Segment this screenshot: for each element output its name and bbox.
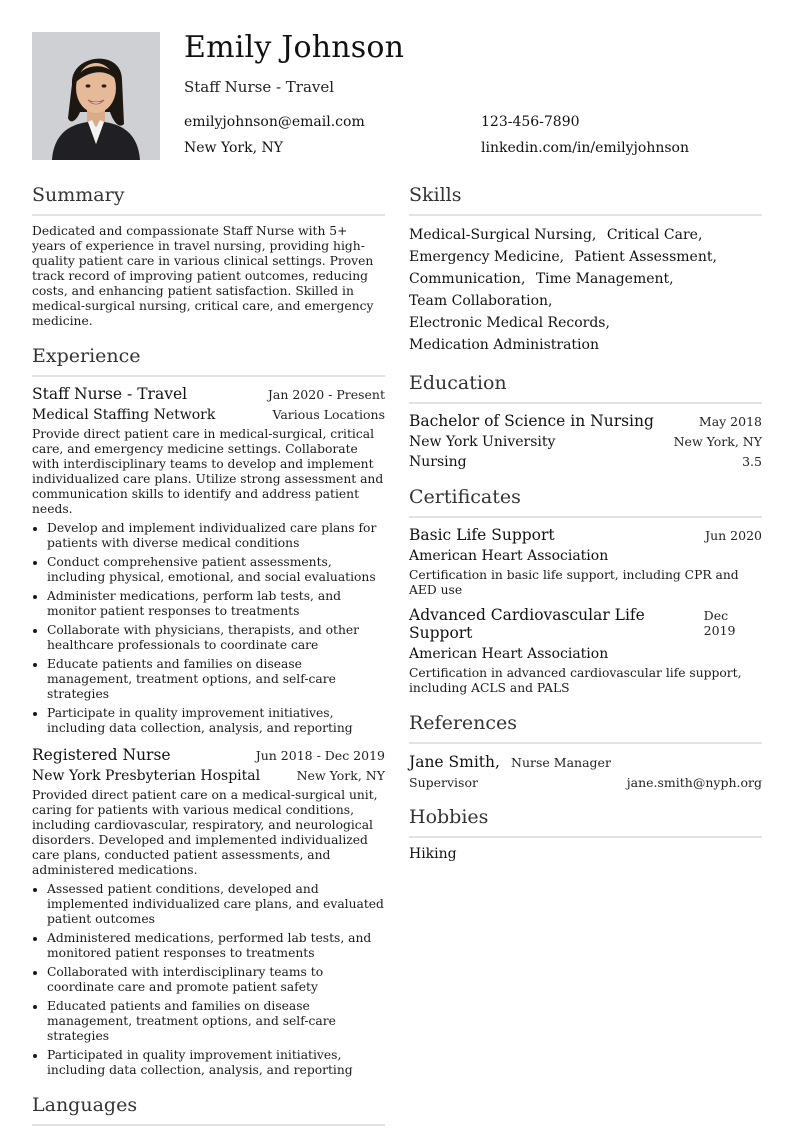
certificate-date: Jun 2020 (705, 528, 762, 543)
education-location: New York, NY (673, 434, 762, 449)
certificate-name: Advanced Cardiovascular Life Support (409, 606, 645, 642)
job-description: Provided direct patient care on a medical-surgical unit, caring for patients with various medical conditions, including cardiovascular, respiratory, and neurological disorders. Developed and implemented individualized care plans, conducted patient assessments, and administered medications. (32, 788, 378, 877)
certificate-date: Dec 2019 (703, 608, 736, 638)
contact-phone[interactable]: 123-456-7890 (481, 114, 580, 130)
list-item: • Administered medications, performed lab tests, and monitored patient responses to treatments (47, 931, 385, 961)
education-school: New York University (409, 434, 556, 450)
list-item: • Participate in quality improvement initiatives, including data collection, analysis, and reporting (47, 706, 385, 736)
job-bullets (32, 521, 385, 736)
list-item: • Administer medications, perform lab tests, and monitor patient responses to treatments (47, 589, 385, 619)
list-item: • Collaborate with physicians, therapists, and other healthcare professionals to coordinate care (47, 623, 385, 653)
job-bullets (32, 882, 385, 1078)
certificates-section (409, 484, 762, 696)
certificate-org: American Heart Association (409, 548, 609, 564)
skill-item: Critical Care, (606, 227, 703, 243)
list-item: • Assessed patient conditions, developed and implemented individualized care plans, and evaluated patient outcomes (47, 882, 385, 927)
job-dates: Jan 2020 - Present (267, 387, 385, 402)
list-item: • Educated patients and families on disease management, treatment options, and self-care strategies (47, 999, 385, 1044)
job-organization: New York Presbyterian Hospital (32, 768, 261, 784)
left-column (32, 182, 385, 1140)
hobby-item: Hiking (409, 846, 457, 862)
list-item: • Educate patients and families on disease management, treatment options, and self-care strategies (47, 657, 385, 702)
experience-section (32, 343, 385, 1078)
profile-photo (32, 32, 160, 160)
certificate-name: Basic Life Support (409, 526, 555, 544)
section-heading: Education (409, 370, 762, 404)
job-entry (32, 385, 385, 736)
education-section (409, 370, 762, 470)
contact-email[interactable]: emilyjohnson@email.com (184, 114, 365, 130)
skill-item: Emergency Medicine, (409, 249, 565, 265)
candidate-title: Staff Nurse - Travel (184, 78, 335, 96)
skill-item: Communication, (409, 271, 526, 287)
languages-section (32, 1092, 385, 1126)
education-date: May 2018 (698, 414, 762, 429)
section-heading: Languages (32, 1092, 385, 1126)
certificate-entry (409, 526, 762, 598)
skill-item: Patient Assessment, (574, 249, 717, 265)
certificate-description: Certification in advanced cardiovascular life support, including ACLS and PALS (409, 666, 742, 695)
section-heading: Skills (409, 182, 762, 216)
job-title: Registered Nurse (32, 746, 171, 764)
education-field: Nursing (409, 454, 467, 470)
section-heading: References (409, 710, 762, 744)
skill-item: Team Collaboration, (409, 293, 553, 309)
job-description: Provide direct patient care in medical-surgical, critical care, and emergency medicine settings. Collaborate with interdisciplinary teams to develop and implement individualized care plans. Utilize strong assessment and communication skills to identify and address patient needs. (32, 427, 384, 516)
list-item: • Develop and implement individualized care plans for patients with diverse medical conditions (47, 521, 385, 551)
list-item: • Collaborated with interdisciplinary teams to coordinate care and promote patient safety (47, 965, 385, 995)
section-heading: Experience (32, 343, 385, 377)
job-entry (32, 746, 385, 1078)
contact-location: New York, NY (184, 140, 283, 156)
references-section (409, 710, 762, 790)
skill-item: Electronic Medical Records, (409, 315, 610, 331)
skill-item: Medical-Surgical Nursing, (409, 227, 597, 243)
reference-email[interactable]: jane.smith@nyph.org (626, 775, 762, 790)
reference-relation: Supervisor (409, 775, 478, 790)
job-dates: Jun 2018 - Dec 2019 (255, 748, 385, 763)
job-location: New York, NY (296, 768, 385, 783)
job-organization: Medical Staffing Network (32, 407, 216, 423)
contact-linkedin[interactable]: linkedin.com/in/emilyjohnson (481, 140, 689, 156)
skills-section (409, 182, 762, 356)
summary-section (32, 182, 385, 329)
reference-position: Nurse Manager (511, 755, 611, 770)
list-item: • Conduct comprehensive patient assessments, including physical, emotional, and social evaluations (47, 555, 385, 585)
reference-name: Jane Smith, (409, 753, 500, 771)
right-column (409, 182, 762, 876)
section-heading: Hobbies (409, 804, 762, 838)
certificate-entry (409, 606, 762, 696)
hobbies-section (409, 804, 762, 862)
education-gpa: 3.5 (742, 454, 762, 469)
education-degree: Bachelor of Science in Nursing (409, 412, 654, 430)
skills-list (409, 224, 762, 356)
candidate-name: Emily Johnson (184, 30, 405, 65)
job-title: Staff Nurse - Travel (32, 385, 188, 403)
skill-item: Medication Administration (409, 337, 599, 353)
summary-text: Dedicated and compassionate Staff Nurse with 5+ years of experience in travel nursing, providing high-quality patient care in various clinical settings. Proven track record of improving patient outcomes, reducing costs, and enhancing patient satisfaction. Skilled in medical-surgical nursing, critical care, and emergency medicine. (32, 224, 374, 328)
section-heading: Summary (32, 182, 385, 216)
skill-item: Time Management, (535, 271, 674, 287)
list-item: • Participated in quality improvement initiatives, including data collection, analysis, and reporting (47, 1048, 385, 1078)
certificate-description: Certification in basic life support, including CPR and AED use (409, 568, 739, 597)
certificate-org: American Heart Association (409, 646, 609, 662)
section-heading: Certificates (409, 484, 762, 518)
job-location: Various Locations (272, 407, 385, 422)
